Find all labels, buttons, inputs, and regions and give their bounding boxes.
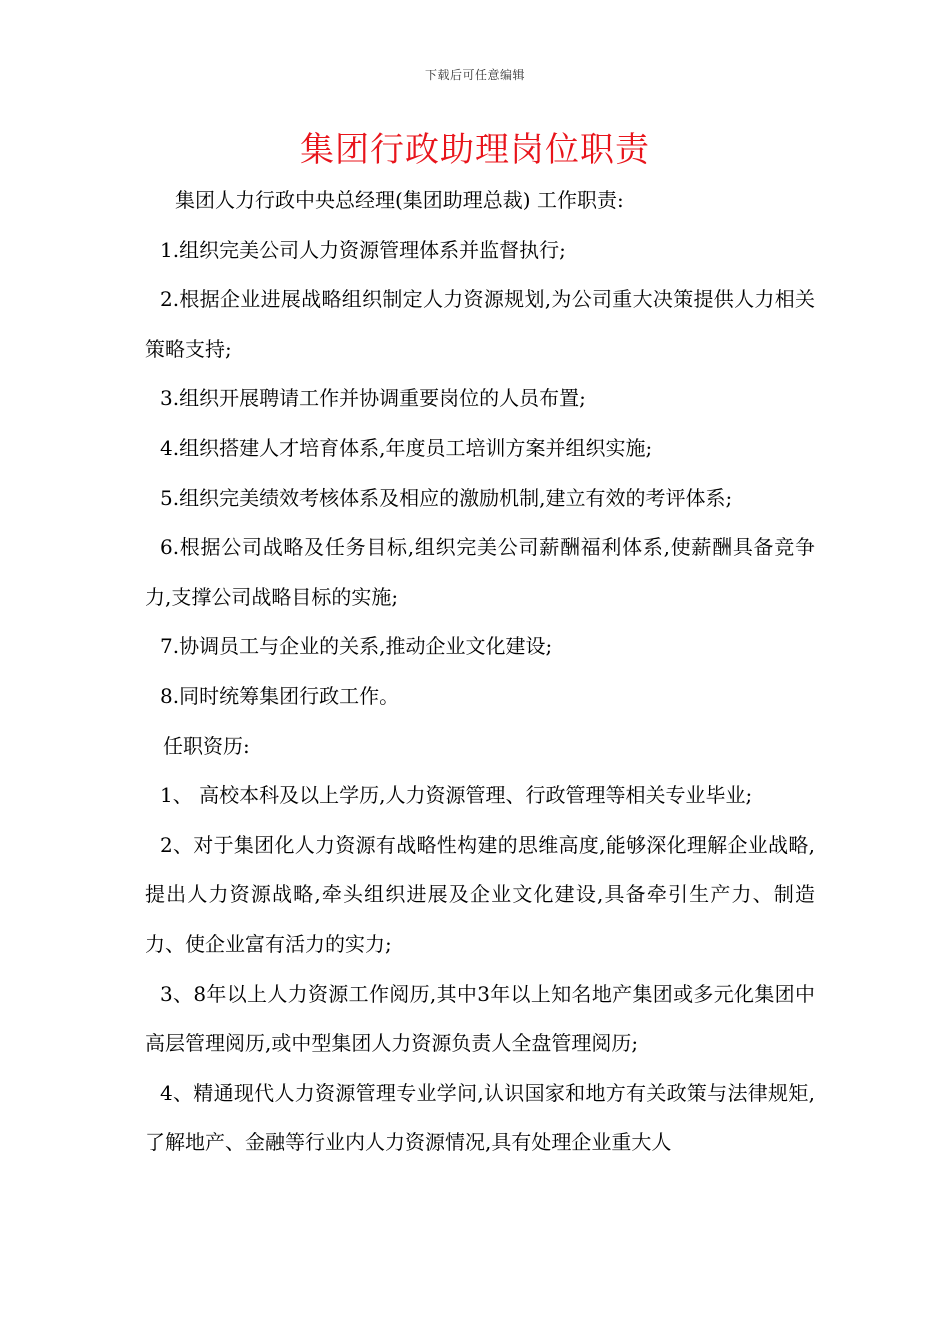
- duty-item-4: 4.组织搭建人才培育体系,年度员工培训方案并组织实施;: [160, 435, 653, 460]
- document-body: [145, 176, 815, 1168]
- qualification-item-3: 3、8年以上人力资源工作阅历,其中3年以上知名地产集团或多元化集团中高层管理阅历,或中型集团人力资源负责人全盘管理阅历;: [145, 981, 815, 1056]
- duty-item-7: 7.协调员工与企业的关系,推动企业文化建设;: [160, 634, 553, 659]
- duty-item-3: 3.组织开展聘请工作并协调重要岗位的人员布置;: [160, 386, 586, 411]
- duty-item-5: 5.组织完美绩效考核体系及相应的激励机制,建立有效的考评体系;: [160, 485, 733, 510]
- qualification-item-4: 4、精通现代人力资源管理专业学问,认识国家和地方有关政策与法律规矩,了解地产、金融等行业内人力资源情况,具有处理企业重大人: [145, 1080, 815, 1155]
- qualification-item-2: 2、对于集团化人力资源有战略性构建的思维高度,能够深化理解企业战略,提出人力资源战略,牵头组织进展及企业文化建设,具备牵引生产力、制造力、使企业富有活力的实力;: [145, 832, 815, 956]
- intro-paragraph: 集团人力行政中央总经理(集团助理总裁) 工作职责:: [175, 188, 624, 212]
- qualifications-heading: 任职资历:: [163, 733, 250, 758]
- duty-item-2: 2.根据企业进展战略组织制定人力资源规划,为公司重大决策提供人力相关策略支持;: [145, 287, 815, 361]
- duty-item-1: 1.组织完美公司人力资源管理体系并监督执行;: [160, 237, 566, 262]
- header-note: 下载后可任意编辑: [424, 68, 525, 82]
- qualification-item-1: 1、 高校本科及以上学历,人力资源管理、行政管理等相关专业毕业;: [160, 783, 753, 808]
- duty-item-8: 8.同时统筹集团行政工作。: [160, 683, 400, 708]
- duty-item-6: 6.根据公司战略及任务目标,组织完美公司薪酬福利体系,使薪酬具备竞争力,支撑公司战略目标的实施;: [145, 535, 815, 609]
- document-title: 集团行政助理岗位职责: [300, 130, 650, 170]
